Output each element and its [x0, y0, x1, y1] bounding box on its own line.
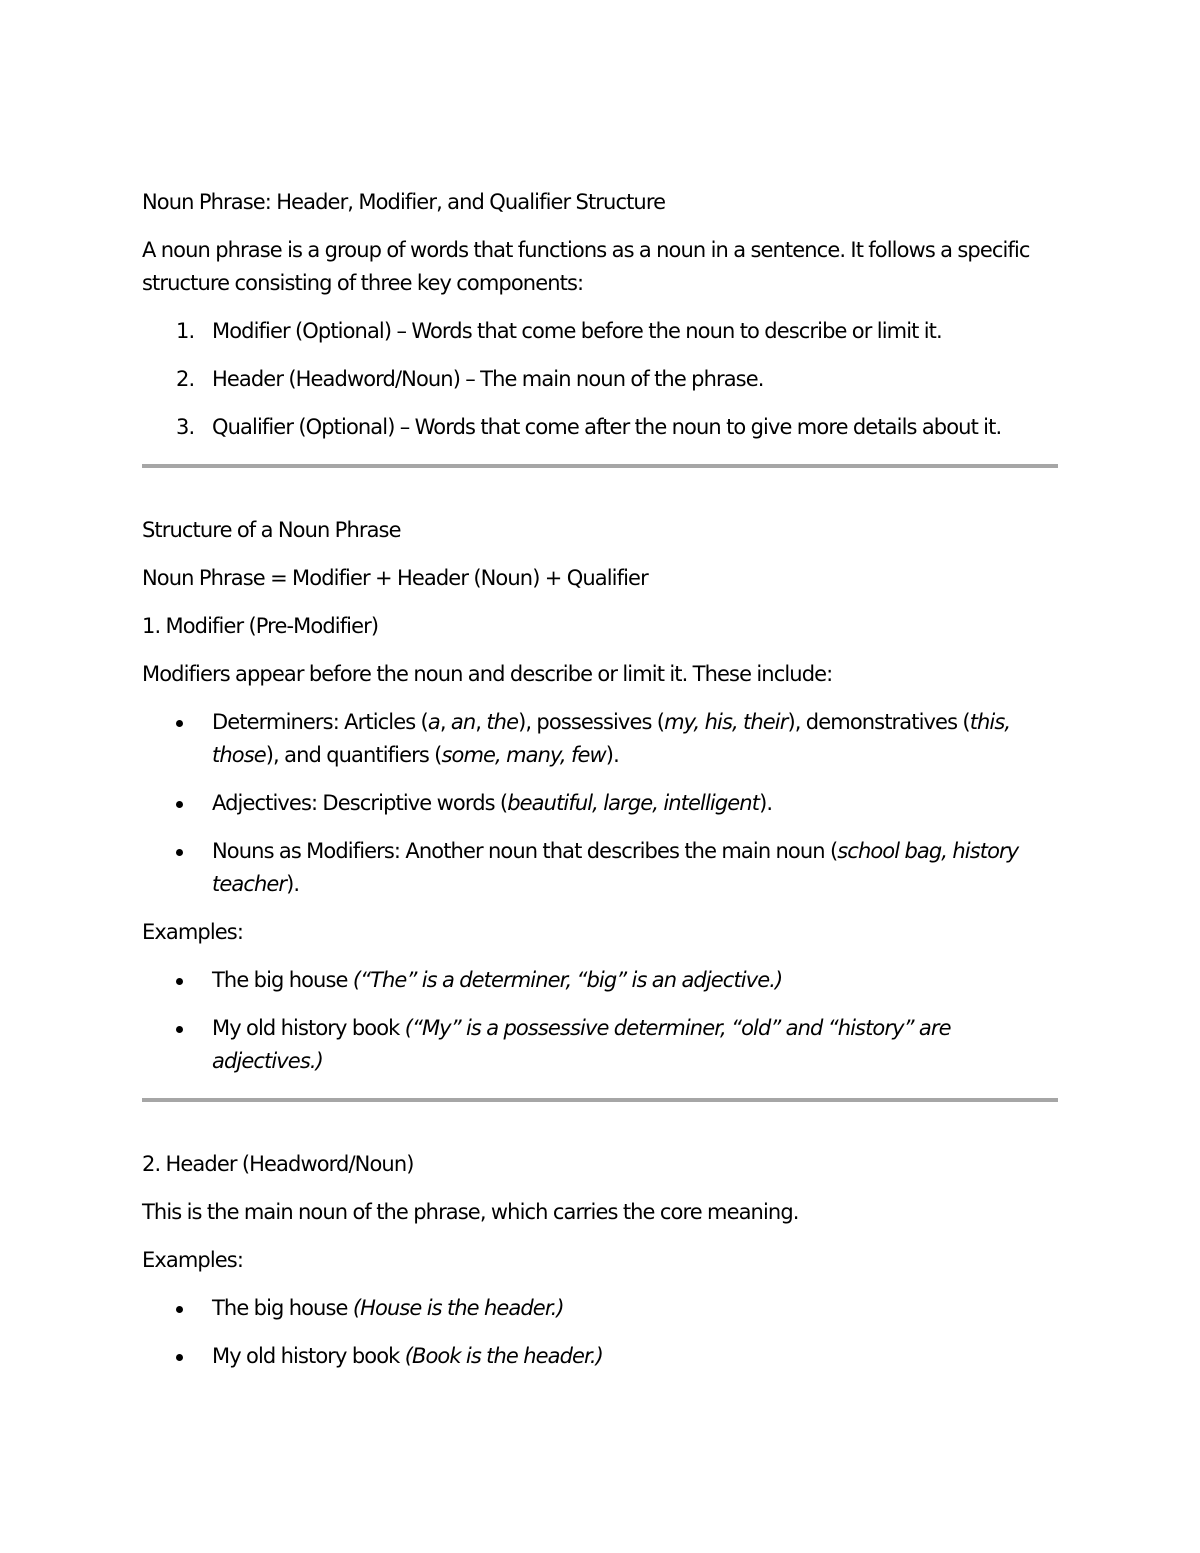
examples-label: Examples: — [142, 920, 244, 944]
list-item — [142, 315, 1058, 348]
bullet-icon — [176, 1306, 183, 1313]
bullet-icon — [176, 849, 183, 856]
list-item: Determiners: Articles (a, an, the), possessives (my, his, their), demonstratives (this, those), and quantifiers (some, many, few). — [142, 706, 1058, 772]
list-item-text: Header (Headword/Noun) – The main noun of the phrase. — [212, 367, 764, 391]
example-note: (“My” is a possessive determiner, “old” and “history” are adjectives.) — [212, 1016, 951, 1073]
header-examples-list — [142, 1292, 1058, 1373]
modifier-examples-list — [142, 964, 1058, 1078]
header-intro: This is the main noun of the phrase, which carries the core meaning. — [142, 1200, 799, 1224]
example-note: (Book is the header.) — [404, 1344, 603, 1368]
list-item: Nouns as Modifiers: Another noun that describes the main noun (school bag, history teacher). — [142, 835, 1058, 901]
intro-paragraph: A noun phrase is a group of words that functions as a noun in a sentence. It follows a specific structure consisting of three key components: — [142, 238, 1030, 295]
document-title: Noun Phrase: Header, Modifier, and Qualifier Structure — [142, 190, 666, 214]
examples-label: Examples: — [142, 1248, 244, 1272]
list-item — [142, 363, 1058, 396]
formula-text: Noun Phrase = Modifier + Header (Noun) + Qualifier — [142, 566, 648, 590]
section-heading: Structure of a Noun Phrase — [142, 518, 401, 542]
example-phrase: The big house — [212, 1296, 353, 1320]
bullet-icon — [176, 978, 183, 985]
list-item-text: Modifier (Optional) – Words that come before the noun to describe or limit it. — [212, 319, 942, 343]
list-number: 3. — [176, 415, 195, 439]
list-item — [142, 1340, 1058, 1373]
section-heading: 2. Header (Headword/Noun) — [142, 1152, 414, 1176]
list-item — [142, 964, 1058, 997]
bullet-icon — [176, 801, 183, 808]
list-item — [142, 411, 1058, 444]
example-phrase: The big house — [212, 968, 353, 992]
horizontal-rule — [142, 464, 1058, 468]
list-number: 2. — [176, 367, 195, 391]
list-item — [142, 1292, 1058, 1325]
example-phrase: My old history book — [212, 1344, 405, 1368]
list-number: 1. — [176, 319, 195, 343]
list-item-text: Qualifier (Optional) – Words that come after the noun to give more details about it. — [212, 415, 1002, 439]
modifier-intro: Modifiers appear before the noun and describe or limit it. These include: — [142, 662, 833, 686]
example-phrase: My old history book — [212, 1016, 405, 1040]
bullet-icon — [176, 1026, 183, 1033]
bullet-icon — [176, 1354, 183, 1361]
list-item — [142, 1012, 1058, 1078]
horizontal-rule — [142, 1098, 1058, 1102]
document-page — [142, 186, 1058, 1388]
bullet-icon — [176, 720, 183, 727]
modifier-types-list — [142, 706, 1058, 901]
components-list — [142, 315, 1058, 444]
example-note: (“The” is a determiner, “big” is an adjective.) — [352, 968, 783, 992]
section-heading: 1. Modifier (Pre-Modifier) — [142, 614, 379, 638]
list-item: Adjectives: Descriptive words (beautiful, large, intelligent). — [142, 787, 1058, 820]
example-note: (House is the header.) — [352, 1296, 564, 1320]
